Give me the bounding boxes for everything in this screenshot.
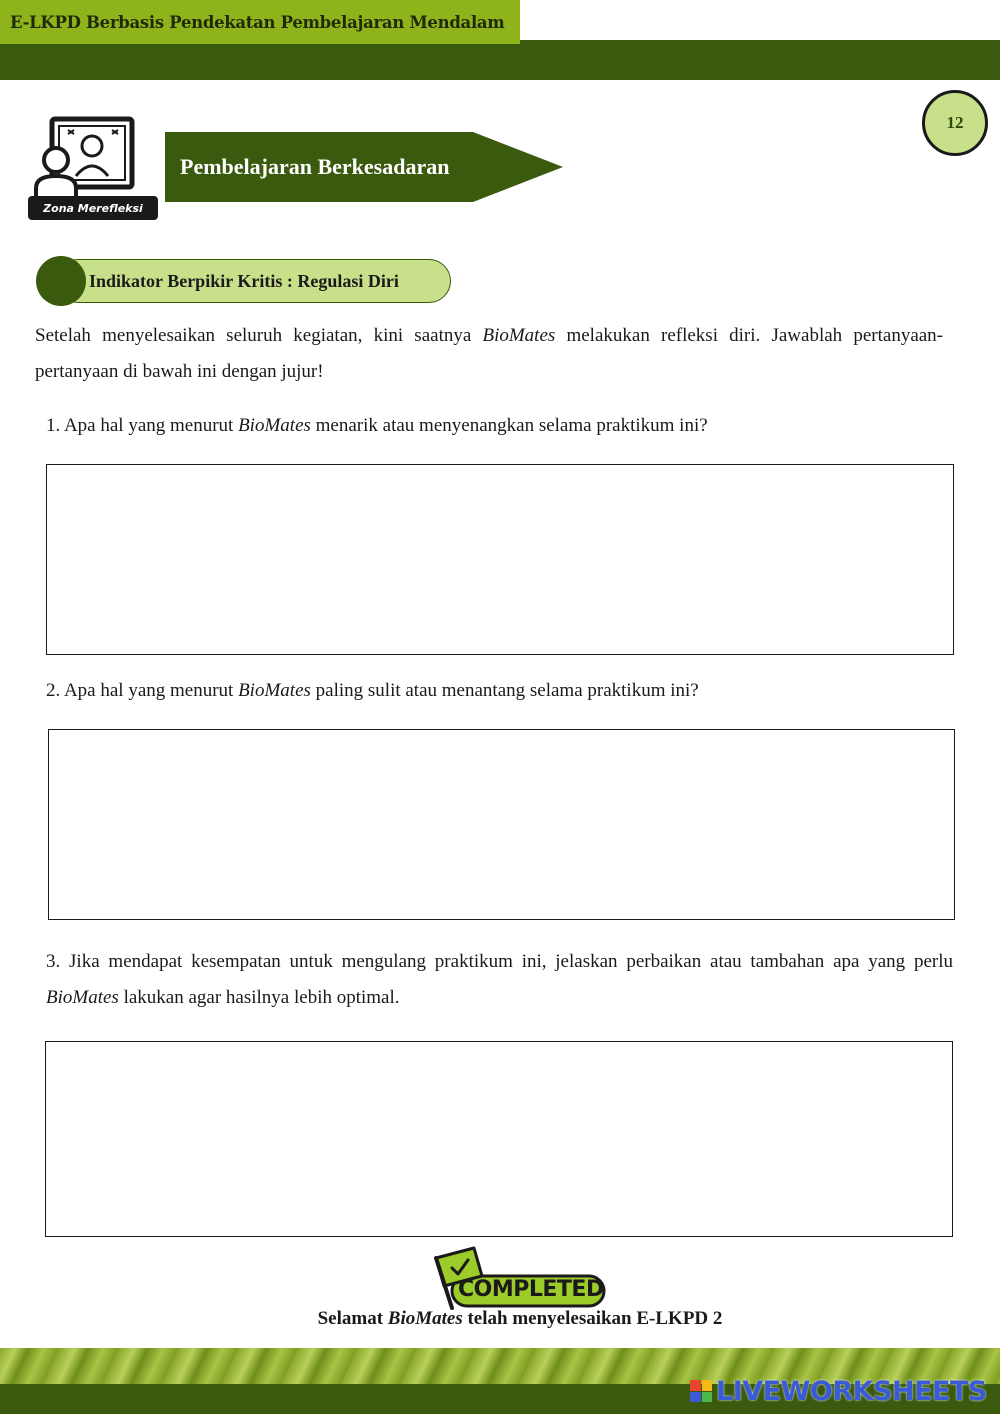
question-2	[46, 673, 956, 709]
brand-name: BioMates	[482, 325, 556, 346]
liveworksheets-logo-icon[interactable]	[690, 1372, 987, 1410]
intro-paragraph	[35, 318, 943, 390]
indicator-pill	[36, 256, 452, 306]
indicator-dot	[36, 256, 86, 306]
question-text: paling sulit atau menantang selama praktikum ini?	[310, 680, 699, 701]
answer-box-2[interactable]	[48, 729, 955, 920]
completed-badge	[430, 1246, 608, 1310]
header-bar	[0, 0, 1000, 80]
header-label-box	[0, 0, 520, 44]
indicator-label: Indikator Berpikir Kritis : Regulasi Diri	[56, 259, 451, 303]
question-text: 3. Jika mendapat kesempatan untuk mengulang praktikum ini, jelaskan perbaikan atau tambahan apa yang perlu	[46, 951, 953, 972]
intro-text: melakukan refleksi diri. Jawablah pertanyaan-pertanyaan di bawah ini dengan jujur!	[35, 325, 944, 382]
watermark-label: LIVEWORKSHEETS	[716, 1375, 987, 1407]
zona-caption: Zona Merefleksi	[28, 196, 158, 220]
section-banner	[165, 132, 565, 202]
footer-message	[0, 1308, 1000, 1330]
brand-name: BioMates	[238, 415, 311, 436]
question-text: menarik atau menyenangkan selama praktikum ini?	[310, 415, 708, 436]
question-text: lakukan agar hasilnya lebih optimal.	[118, 987, 400, 1008]
question-3	[46, 944, 953, 1016]
question-text: 1. Apa hal yang menurut	[46, 415, 239, 436]
footer-text: Selamat	[317, 1308, 388, 1329]
footer-text: telah menyelesaikan E-LKPD 2	[462, 1308, 723, 1329]
page-number-badge: 12	[922, 90, 988, 156]
intro-text: Setelah menyelesaikan seluruh kegiatan, kini saatnya	[35, 325, 483, 346]
section-title: Pembelajaran Berkesadaran	[180, 154, 450, 179]
completed-label: COMPLETED	[458, 1277, 604, 1302]
answer-box-3[interactable]	[45, 1041, 953, 1237]
question-text: 2. Apa hal yang menurut	[46, 680, 239, 701]
answer-box-1[interactable]	[46, 464, 954, 655]
logo-grid	[690, 1380, 712, 1402]
header-title: E-LKPD Berbasis Pendekatan Pembelajaran Mendalam	[10, 12, 505, 32]
brand-name: BioMates	[238, 680, 311, 701]
header-strip	[0, 40, 1000, 80]
brand-name: BioMates	[387, 1308, 463, 1329]
question-1	[46, 408, 956, 444]
brand-name: BioMates	[46, 987, 119, 1008]
